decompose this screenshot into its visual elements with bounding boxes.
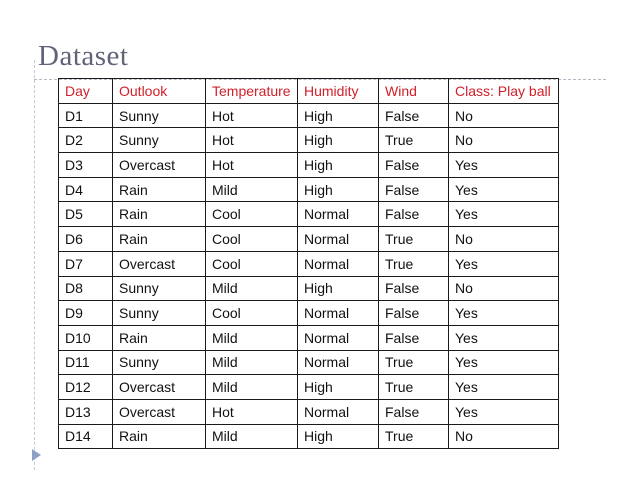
cell-day: D9 <box>59 301 113 326</box>
cell-day: D10 <box>59 325 113 350</box>
cell-class: Yes <box>449 325 559 350</box>
cell-outlook: Sunny <box>113 128 206 153</box>
cell-class: Yes <box>449 153 559 178</box>
cell-class: Yes <box>449 177 559 202</box>
table-header-row <box>59 79 559 104</box>
cell-outlook: Overcast <box>113 153 206 178</box>
header-day: Day <box>59 79 113 104</box>
cell-class: Yes <box>449 251 559 276</box>
cell-temperature: Mild <box>206 375 298 400</box>
header-outlook: Outlook <box>113 79 206 104</box>
cell-class: No <box>449 424 559 449</box>
cell-temperature: Mild <box>206 350 298 375</box>
cell-day: D1 <box>59 103 113 128</box>
cell-humidity: Normal <box>298 251 379 276</box>
cell-temperature: Mild <box>206 276 298 301</box>
table-row <box>59 301 559 326</box>
cell-humidity: High <box>298 128 379 153</box>
table-row <box>59 399 559 424</box>
cell-day: D8 <box>59 276 113 301</box>
cell-temperature: Cool <box>206 301 298 326</box>
cell-outlook: Sunny <box>113 103 206 128</box>
cell-day: D4 <box>59 177 113 202</box>
slide-title: Dataset <box>38 40 129 72</box>
cell-wind: True <box>379 251 449 276</box>
cell-temperature: Hot <box>206 399 298 424</box>
cell-humidity: High <box>298 424 379 449</box>
cell-wind: True <box>379 424 449 449</box>
cell-wind: True <box>379 227 449 252</box>
cell-outlook: Overcast <box>113 251 206 276</box>
cell-wind: False <box>379 301 449 326</box>
cell-wind: True <box>379 375 449 400</box>
cell-outlook: Sunny <box>113 350 206 375</box>
cell-outlook: Rain <box>113 424 206 449</box>
table-body <box>59 103 559 449</box>
cell-class: Yes <box>449 399 559 424</box>
cell-temperature: Hot <box>206 153 298 178</box>
table-row <box>59 103 559 128</box>
table-row <box>59 128 559 153</box>
table-row <box>59 153 559 178</box>
cell-humidity: Normal <box>298 325 379 350</box>
table-row <box>59 375 559 400</box>
table-row <box>59 424 559 449</box>
cell-class: No <box>449 276 559 301</box>
cell-humidity: Normal <box>298 202 379 227</box>
dataset-table <box>58 78 559 449</box>
cell-humidity: High <box>298 153 379 178</box>
cell-day: D12 <box>59 375 113 400</box>
cell-day: D11 <box>59 350 113 375</box>
cell-wind: False <box>379 325 449 350</box>
cell-class: Yes <box>449 202 559 227</box>
cell-class: Yes <box>449 301 559 326</box>
cell-class: No <box>449 103 559 128</box>
triangle-bullet-icon <box>32 449 41 461</box>
header-humidity: Humidity <box>298 79 379 104</box>
cell-day: D2 <box>59 128 113 153</box>
cell-temperature: Hot <box>206 128 298 153</box>
table-row <box>59 251 559 276</box>
cell-day: D13 <box>59 399 113 424</box>
cell-outlook: Sunny <box>113 301 206 326</box>
cell-humidity: Normal <box>298 350 379 375</box>
cell-outlook: Overcast <box>113 375 206 400</box>
cell-wind: False <box>379 202 449 227</box>
cell-humidity: High <box>298 276 379 301</box>
cell-outlook: Rain <box>113 177 206 202</box>
cell-outlook: Sunny <box>113 276 206 301</box>
cell-humidity: High <box>298 177 379 202</box>
table-row <box>59 202 559 227</box>
cell-wind: True <box>379 128 449 153</box>
cell-temperature: Cool <box>206 227 298 252</box>
cell-temperature: Mild <box>206 424 298 449</box>
table-row <box>59 276 559 301</box>
cell-day: D14 <box>59 424 113 449</box>
cell-outlook: Rain <box>113 325 206 350</box>
header-wind: Wind <box>379 79 449 104</box>
cell-wind: False <box>379 153 449 178</box>
cell-day: D7 <box>59 251 113 276</box>
cell-class: No <box>449 227 559 252</box>
cell-day: D6 <box>59 227 113 252</box>
cell-humidity: Normal <box>298 301 379 326</box>
cell-temperature: Cool <box>206 251 298 276</box>
table-row <box>59 350 559 375</box>
cell-wind: True <box>379 350 449 375</box>
table-row <box>59 177 559 202</box>
cell-outlook: Overcast <box>113 399 206 424</box>
header-temperature: Temperature <box>206 79 298 104</box>
cell-wind: False <box>379 177 449 202</box>
cell-wind: False <box>379 399 449 424</box>
cell-temperature: Mild <box>206 325 298 350</box>
cell-temperature: Mild <box>206 177 298 202</box>
cell-humidity: Normal <box>298 227 379 252</box>
cell-outlook: Rain <box>113 227 206 252</box>
cell-day: D3 <box>59 153 113 178</box>
cell-humidity: High <box>298 375 379 400</box>
cell-class: Yes <box>449 350 559 375</box>
header-class: Class: Play ball <box>449 79 559 104</box>
cell-day: D5 <box>59 202 113 227</box>
cell-temperature: Hot <box>206 103 298 128</box>
cell-class: Yes <box>449 375 559 400</box>
cell-wind: False <box>379 276 449 301</box>
cell-wind: False <box>379 103 449 128</box>
table-row <box>59 325 559 350</box>
cell-temperature: Cool <box>206 202 298 227</box>
cell-class: No <box>449 128 559 153</box>
cell-outlook: Rain <box>113 202 206 227</box>
cell-humidity: High <box>298 103 379 128</box>
table-row <box>59 227 559 252</box>
left-divider <box>34 60 35 470</box>
cell-humidity: Normal <box>298 399 379 424</box>
